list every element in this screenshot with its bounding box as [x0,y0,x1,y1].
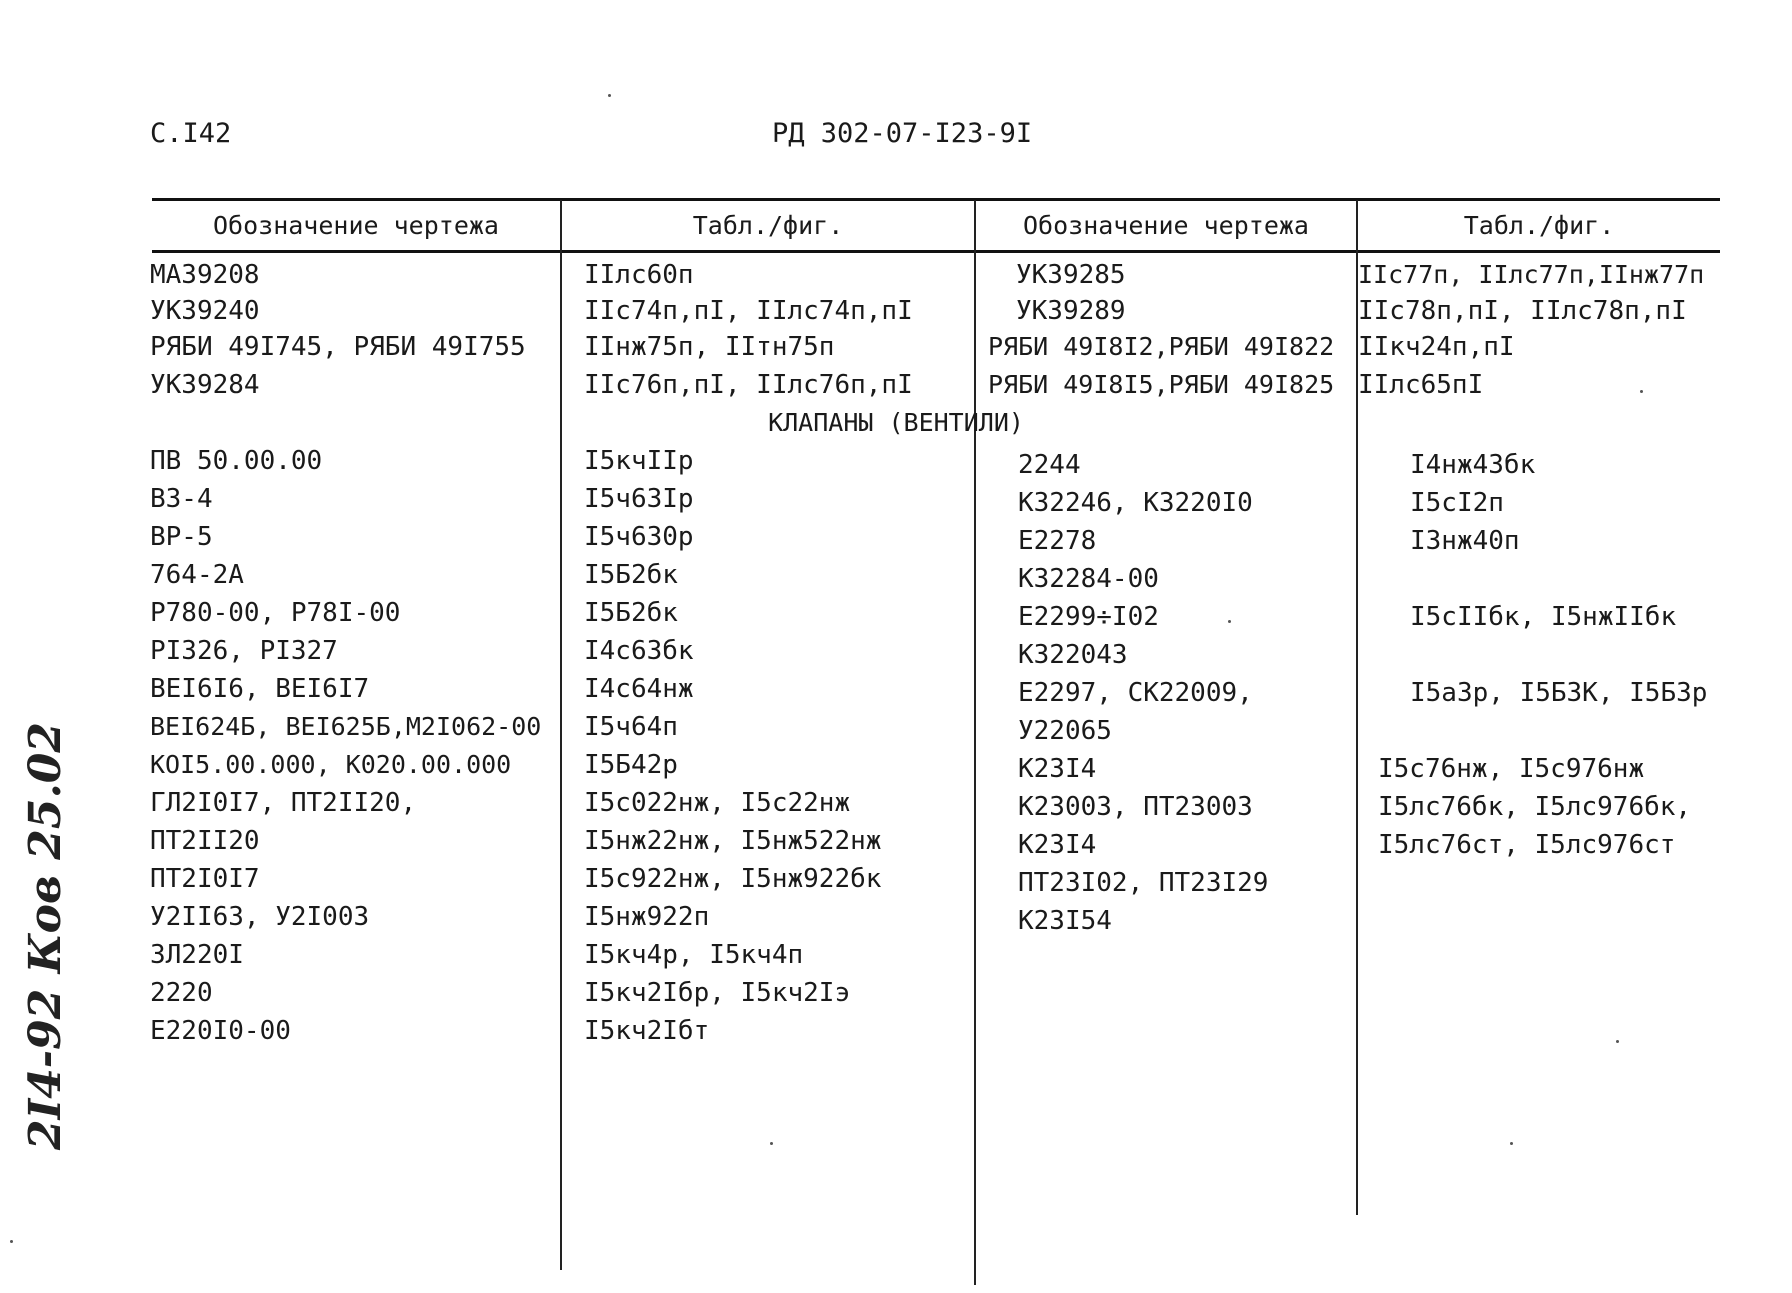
table-cell: К23I54 [1018,906,1112,936]
table-cell: I4с63бк [584,636,694,666]
table-cell: РЯБИ 49I745, РЯБИ 49I755 [150,332,526,362]
table-cell: РЯБИ 49I8I5,РЯБИ 49I825 [988,370,1335,399]
table-cell: КОI5.00.000, К020.00.000 [150,750,512,779]
table-cell: К32246, К3220I0 [1018,488,1253,518]
table-cell: IIc77п, IIлс77п,IIнж77п [1358,260,1705,289]
table-cell: I5лс76ст, I5лс976ст [1378,830,1676,860]
scan-speck [1640,390,1643,393]
table-cell: К32284-00 [1018,564,1159,594]
table-cell: Е220I0-00 [150,1016,291,1046]
table-cell: IIкч24п,пI [1358,332,1515,362]
table-cell: РI326, РI327 [150,636,338,666]
table-top-rule [152,198,1720,201]
table-cell: 764-2А [150,560,244,590]
table-cell: ЗЛ220I [150,940,244,970]
table-cell: Е2299÷I02 [1018,602,1159,632]
table-cell: 2244 [1018,450,1081,480]
table-cell: I5ч630р [584,522,694,552]
header-drawing-designation-right: Обозначение чертежа [1023,211,1309,240]
table-cell: ПВ 50.00.00 [150,446,323,476]
table-cell: IIлс60п [584,260,694,290]
table-cell: I5с022нж, I5с22нж [584,788,851,818]
scan-speck [770,1142,773,1145]
table-cell: IIc76п,пI, IIлс76п,пI [584,370,913,400]
table-cell: I5с922нж, I5нж922бк [584,864,882,894]
table-cell: I5Б42р [584,750,678,780]
table-cell: IIc74п,пI, IIлс74п,пI [584,296,913,326]
table-cell: Е2297, СК22009, [1018,678,1253,708]
table-cell: I5ч63Iр [584,484,694,514]
table-header-rule [152,250,1720,253]
table-cell: I5кч2Iбт [584,1016,710,1046]
table-cell: IIнж75п, IIтн75п [584,332,835,362]
table-cell: I5а3р, I5Б3К, I5Б3р [1410,678,1708,708]
table-cell: УК39284 [150,370,260,400]
page-number: С.I42 [150,118,232,149]
scan-speck [1228,620,1231,623]
table-cell: ВР-5 [150,522,213,552]
table-cell: Е2278 [1018,526,1097,556]
table-cell: К322043 [1018,640,1128,670]
table-cell: У2II63, У2I003 [150,902,370,932]
table-cell: I5кч4р, I5кч4п [584,940,804,970]
table-cell: Р780-00, Р78I-00 [150,598,401,628]
header-drawing-designation-left: Обозначение чертежа [213,211,499,240]
table-cell: I4с64нж [584,674,694,704]
table-cell: ПТ2I0I7 [150,864,260,894]
table-cell: I4нж43бк [1410,450,1536,480]
table-cell: У22065 [1018,716,1112,746]
table-cell: I5ч64п [584,712,678,742]
margin-signature: 2I4-92 Ков 25.02 [20,722,71,1150]
table-cell: I5Б2бк [584,560,678,590]
table-cell: IIлс65пI [1358,370,1484,400]
table-cell: УК39285 [1016,260,1126,290]
table-cell: УК39240 [150,296,260,326]
table-cell: К23I4 [1018,754,1097,784]
header-table-figure-left: Табл./фиг. [692,211,844,240]
scan-speck [10,1240,13,1243]
table-cell: I5кчIIр [584,446,694,476]
table-cell: ВЕI624Б, ВЕI625Б,М2I062-00 [150,712,542,741]
table-cell: I5кч2Iбр, I5кч2Iэ [584,978,851,1008]
section-heading: КЛАПАНЫ (ВЕНТИЛИ) [768,408,1024,437]
scan-speck [1616,1040,1619,1043]
table-cell: I5сI2п [1410,488,1504,518]
column-divider-1 [560,200,562,1270]
header-table-figure-right: Табл./фиг. [1463,211,1615,240]
table-cell: В3-4 [150,484,213,514]
scan-speck [608,94,611,97]
column-divider-2 [974,200,976,1285]
table-cell: УК39289 [1016,296,1126,326]
table-cell: 2220 [150,978,213,1008]
table-cell: I5нж22нж, I5нж522нж [584,826,882,856]
table-cell: I3нж40п [1410,526,1520,556]
table-cell: К23I4 [1018,830,1097,860]
table-cell: РЯБИ 49I8I2,РЯБИ 49I822 [988,332,1335,361]
table-cell: ГЛ2I0I7, ПТ2II20, [150,788,417,818]
table-cell: МА39208 [150,260,260,290]
document-code: РД 302-07-I23-9I [772,118,1033,149]
table-cell: IIc78п,пI, IIлс78п,пI [1358,296,1687,326]
table-cell: К23003, ПТ23003 [1018,792,1253,822]
table-cell: I5лс76бк, I5лс976бк, [1378,792,1692,822]
table-cell: I5сIIбк, I5нжIIбк [1410,602,1677,632]
table-cell: I5с76нж, I5с976нж [1378,754,1645,784]
table-cell: ВЕI6I6, ВЕI6I7 [150,674,370,704]
table-cell: ПТ2II20 [150,826,260,856]
table-cell: I5Б2бк [584,598,678,628]
scan-speck [1510,1142,1513,1145]
table-cell: I5нж922п [584,902,710,932]
table-cell: ПТ23I02, ПТ23I29 [1018,868,1269,898]
